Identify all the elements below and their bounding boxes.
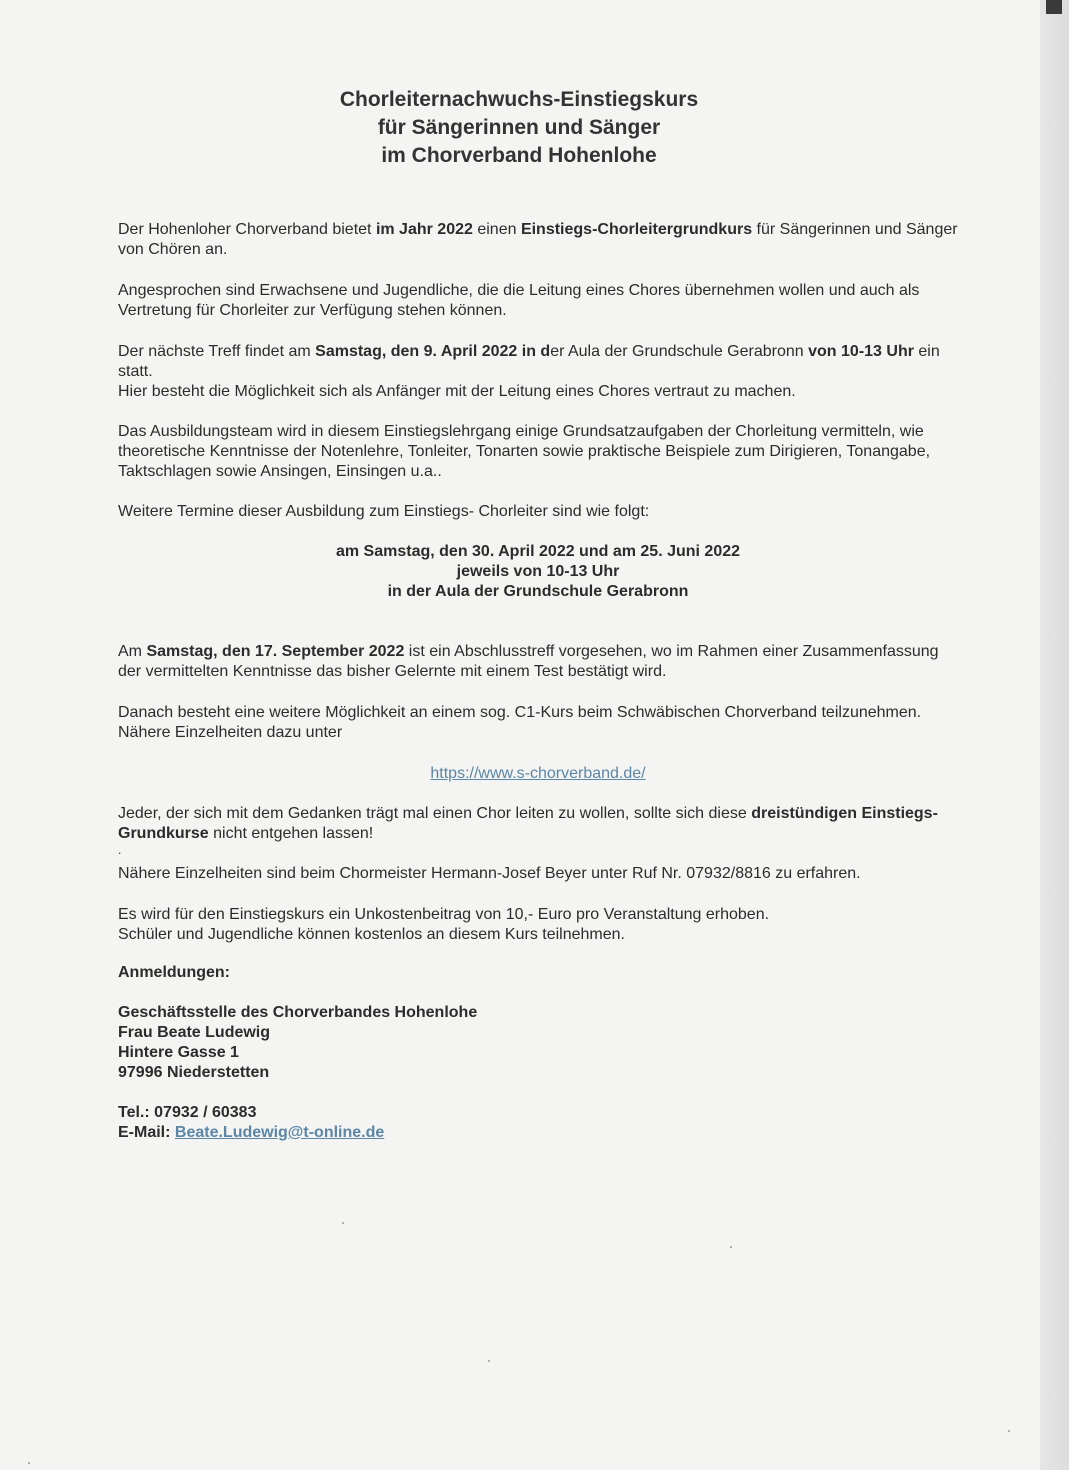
final-text-2: ist ein Abschlusstreff vorgesehen, wo im Rahmen einer Zusammenfassung der vermittelten Kenntnisse das bisher Gelernte mit einem Test bestätigt wird. <box>118 643 939 680</box>
contact-paragraph: Nähere Einzelheiten sind beim Chormeister Hermann-Josef Beyer unter Ruf Nr. 07932/8816 zu erfahren. <box>118 865 861 882</box>
intro-course-name: Einstiegs-Chorleitergrundkurs <box>520 221 753 238</box>
registration-contact <box>118 1103 958 1143</box>
everyone-text-2: nicht entgehen lassen! <box>208 825 374 842</box>
registration-city: 97996 Niederstetten <box>118 1064 270 1081</box>
registration-heading: Anmeldungen: <box>118 964 230 981</box>
registration-address <box>118 1003 958 1083</box>
further-dates-intro: Weitere Termine dieser Ausbildung zum Einstiegs- Chorleiter sind wie folgt: <box>118 503 650 520</box>
further-dates-line-3: in der Aula der Grundschule Gerabronn <box>387 583 689 600</box>
next-meeting-time: von 10-13 Uhr <box>808 343 914 360</box>
intro-text-3: für Sängerinnen und Sänger von Chören an. <box>118 221 958 258</box>
further-dates-block <box>118 542 958 602</box>
scan-speck <box>730 1246 732 1248</box>
url-line <box>118 764 958 784</box>
title-line-2: für Sängerinnen und Sänger <box>377 116 661 139</box>
c1-course-paragraph: Danach besteht eine weitere Möglichkeit an einem sog. C1-Kurs beim Schwäbischen Chorverband teilzunehmen. Nähere Einzelheiten dazu unter <box>118 704 922 741</box>
scan-speck <box>488 1360 490 1362</box>
next-meeting-paragraph <box>118 342 958 402</box>
email-link[interactable]: Beate.Ludewig@t-online.de <box>174 1124 385 1141</box>
registration-name: Frau Beate Ludewig <box>118 1024 271 1041</box>
final-date: Samstag, den 17. September 2022 <box>146 643 405 660</box>
next-meeting-text-1: Der nächste Treff findet am <box>118 343 316 360</box>
registration-street: Hintere Gasse 1 <box>118 1044 239 1061</box>
registration-email-line <box>118 1123 958 1143</box>
scan-edge-mark <box>1046 0 1062 14</box>
scan-speck <box>1008 1430 1010 1432</box>
next-meeting-text-3: ein statt. <box>118 343 940 380</box>
further-dates-line-1: am Samstag, den 30. April 2022 und am 25. Juni 2022 <box>335 543 741 560</box>
intro-text-1: Der Hohenloher Chorverband bietet <box>118 221 376 238</box>
everyone-text-1: Jeder, der sich mit dem Gedanken trägt mal einen Chor leiten zu wollen, sollte sich diese <box>118 805 752 822</box>
scan-speck <box>342 1222 344 1224</box>
everyone-course: dreistündigen Einstiegs-Grundkurse <box>118 805 938 842</box>
title-line-3: im Chorverband Hohenlohe <box>381 144 657 167</box>
final-meeting-paragraph <box>118 642 958 682</box>
registration-org: Geschäftsstelle des Chorverbandes Hohenlohe <box>118 1004 478 1021</box>
everyone-paragraph <box>118 804 958 844</box>
final-text-1: Am <box>118 643 147 660</box>
document-title <box>118 86 958 170</box>
next-meeting-date: Samstag, den 9. April 2022 in d <box>315 343 551 360</box>
intro-year: im Jahr 2022 <box>375 221 473 238</box>
fee-line-1: Es wird für den Einstiegskurs ein Unkostenbeitrag von 10,- Euro pro Veranstaltung erhoben. <box>118 906 770 923</box>
further-dates-line-2: jeweils von 10-13 Uhr <box>456 563 620 580</box>
next-meeting-line-2: Hier besteht die Möglichkeit sich als Anfänger mit der Leitung eines Chores vertraut zu machen. <box>118 383 796 400</box>
scan-edge <box>1040 0 1069 1470</box>
title-line-1: Chorleiternachwuchs-Einstiegskurs <box>339 88 699 111</box>
intro-paragraph <box>118 220 958 260</box>
fee-line-2: Schüler und Jugendliche können kostenlos an diesem Kurs teilnehmen. <box>118 926 625 943</box>
team-paragraph: Das Ausbildungsteam wird in diesem Einstiegslehrgang einige Grundsatzaufgaben der Chorleitung vermitteln, wie theoretische Kenntnisse der Notenlehre, Tonleiter, Tonarten sowie praktische Beispiele zum Dirigieren, Tonangabe, Taktschlagen sowie Ansingen, Einsingen u.a.. <box>118 423 931 480</box>
audience-paragraph: Angesprochen sind Erwachsene und Jugendliche, die die Leitung eines Chores übernehmen wollen und auch als Vertretung für Chorleiter zur Verfügung stehen können. <box>118 282 920 319</box>
scan-speck <box>28 1462 30 1464</box>
next-meeting-text-2: er Aula der Grundschule Gerabronn <box>550 343 809 360</box>
stray-dot: . <box>118 843 122 857</box>
fee-paragraph <box>118 905 958 945</box>
intro-text-2: einen <box>472 221 521 238</box>
registration-phone: Tel.: 07932 / 60383 <box>118 1104 257 1121</box>
chorverband-url-link[interactable]: https://www.s-chorverband.de/ <box>430 765 646 782</box>
email-label: E-Mail: <box>118 1124 175 1141</box>
